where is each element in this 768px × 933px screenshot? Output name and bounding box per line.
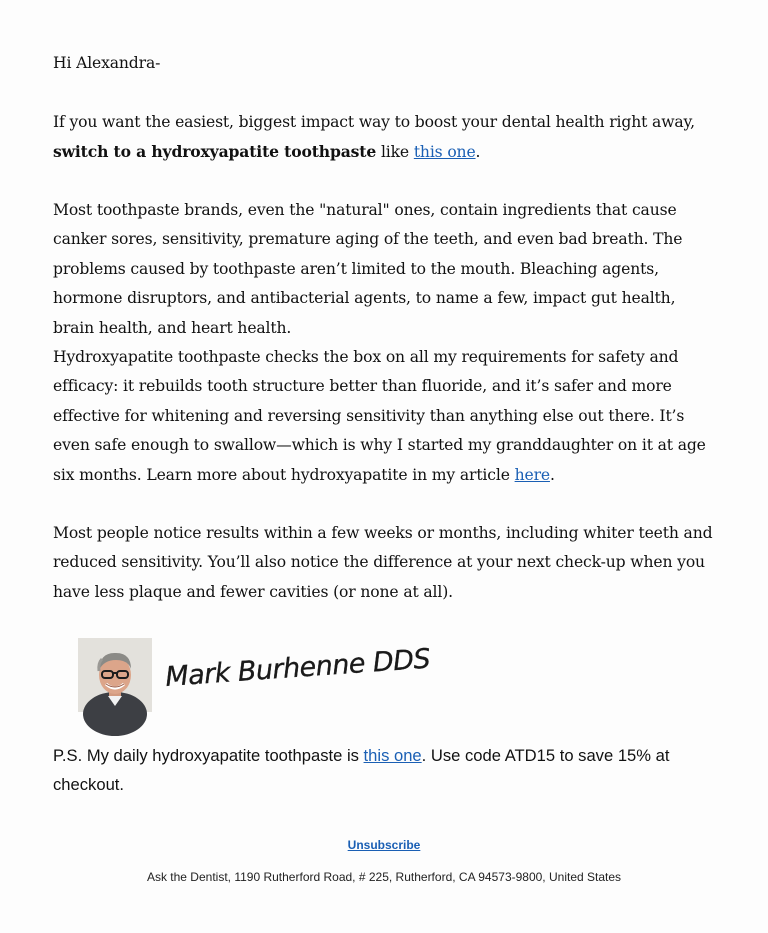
unsubscribe-link[interactable]: Unsubscribe xyxy=(347,838,421,852)
email-footer xyxy=(0,836,768,884)
ps-paragraph xyxy=(53,741,715,800)
product-link[interactable]: this one xyxy=(413,143,476,162)
intro-end: . xyxy=(475,143,481,162)
ps-text-2: . Use code ATD15 to save 15% at checkout. xyxy=(53,746,670,795)
greeting: Hi Alexandra- xyxy=(53,54,161,72)
handwritten-signature xyxy=(164,643,432,698)
hydroxyapatite-paragraph xyxy=(53,343,715,490)
hydroxyapatite-end: . xyxy=(549,465,555,484)
intro-text-2: like xyxy=(376,143,414,162)
intro-paragraph xyxy=(53,108,715,168)
intro-text: If you want the easiest, biggest impact way to boost your dental health right away, xyxy=(53,113,695,131)
svg-text:Mark Burhenne DDS: Mark Burhenne DDS xyxy=(164,643,432,693)
ps-text: P.S. My daily hydroxyapatite toothpaste is xyxy=(53,746,364,765)
results-paragraph: Most people notice results within a few weeks or months, including whiter teeth and reduced sensitivity. You’ll also notice the difference at your next check-up when you have less plaque and fewer cavities (or none at all). xyxy=(53,524,713,601)
intro-bold-text: switch to a hydroxyapatite toothpaste xyxy=(53,142,377,162)
article-link[interactable]: here xyxy=(514,465,550,484)
hydroxyapatite-text: Hydroxyapatite toothpaste checks the box on all my requirements for safety and efficacy: it rebuilds tooth structure better than fluoride, and it’s safer and more effective for whitening and reversing sensitivity than anything else out there. It’s even safe enough to swallow—which is why I started my granddaughter on it at age six months. Learn more about hydroxyapatite in my article xyxy=(53,348,706,484)
ps-product-link[interactable]: this one xyxy=(363,746,422,765)
author-portrait-icon xyxy=(78,638,152,712)
signature-block xyxy=(78,636,438,714)
toothpaste-problems-paragraph: Most toothpaste brands, even the "natural" ones, contain ingredients that cause canker sores, sensitivity, premature aging of the teeth, and even bad breath. The problems caused by toothpaste aren’t limited to the mouth. Bleaching agents, hormone disruptors, and antibacterial agents, to name a few, impact gut health, brain health, and heart health. xyxy=(53,201,683,337)
author-avatar xyxy=(78,638,152,712)
sender-address: Ask the Dentist, 1190 Rutherford Road, # 225, Rutherford, CA 94573-9800, United States xyxy=(146,870,622,884)
